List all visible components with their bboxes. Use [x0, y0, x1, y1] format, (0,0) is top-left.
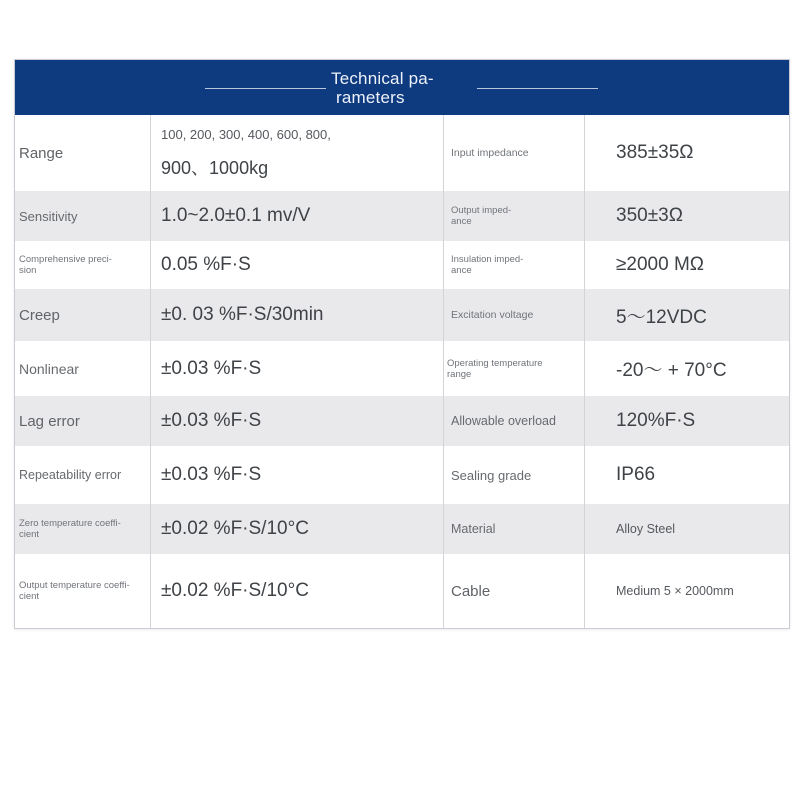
value2: Medium 5 × 2000mm — [616, 584, 734, 598]
table-row — [15, 289, 789, 341]
table-row — [15, 554, 789, 628]
value-cell — [161, 396, 441, 446]
value2: 350±3Ω — [616, 205, 683, 226]
param-cell — [19, 554, 149, 628]
param2-cell — [451, 191, 581, 241]
param2-label: Insulation imped- ance — [451, 254, 524, 276]
param-cell — [19, 191, 149, 241]
value2-cell — [616, 396, 786, 446]
param-value: 1.0~2.0±0.1 mv/V — [161, 205, 311, 226]
param-label: Nonlinear — [19, 360, 79, 377]
sheet-title-line2: rameters — [336, 88, 405, 107]
param2-cell — [451, 446, 581, 504]
param2-label: Output imped- ance — [451, 205, 512, 227]
param2-label: Material — [451, 522, 496, 536]
param-cell — [19, 241, 149, 289]
param-cell — [19, 504, 149, 554]
value2: -20～ + 70°C — [616, 360, 727, 381]
param-cell — [19, 341, 149, 396]
param-label: Creep — [19, 306, 60, 324]
param-label: Repeatability error — [19, 468, 122, 482]
param2-label: Input impedance — [451, 146, 529, 159]
table-row — [15, 341, 789, 396]
value2: ≥2000 MΩ — [616, 254, 705, 275]
value2-cell — [616, 554, 786, 628]
param2-label: Operating temperature range — [447, 357, 543, 380]
column-divider — [443, 115, 444, 628]
table-row — [15, 446, 789, 504]
value-cell — [161, 504, 441, 554]
param2-cell — [447, 341, 577, 396]
value2-cell — [616, 115, 786, 191]
param2-cell — [451, 396, 581, 446]
range-value — [161, 127, 331, 180]
value2-cell — [616, 504, 786, 554]
param-value: ±0. 03 %F·S/30min — [161, 304, 324, 325]
param2-label: Allowable overload — [451, 414, 556, 428]
param-cell — [19, 396, 149, 446]
param2-cell — [451, 289, 581, 341]
value-cell — [161, 446, 441, 504]
param2-label: Sealing grade — [451, 467, 532, 483]
param-cell — [19, 115, 149, 191]
header-rule-left — [205, 88, 326, 89]
value2-cell — [616, 341, 786, 396]
param2-cell — [451, 504, 581, 554]
param-value: ±0.03 %F·S — [161, 357, 262, 379]
column-divider — [150, 115, 151, 628]
param2-cell — [451, 115, 581, 191]
value-cell — [161, 554, 441, 628]
param-cell — [19, 446, 149, 504]
value-cell — [161, 115, 441, 191]
param-cell — [19, 289, 149, 341]
param-value: ±0.03 %F·S — [161, 410, 262, 431]
param-value: ±0.02 %F·S/10°C — [161, 580, 309, 601]
value-cell — [161, 191, 441, 241]
value2-cell — [616, 191, 786, 241]
table-row — [15, 396, 789, 446]
param-value: ±0.03 %F·S — [161, 464, 262, 485]
param-label: Output temperature coeffi- cient — [19, 580, 130, 602]
param-label: Comprehensive preci- sion — [19, 254, 112, 276]
param-value: ±0.02 %F·S/10°C — [161, 518, 309, 539]
value-cell — [161, 241, 441, 289]
param2-label: Excitation voltage — [451, 308, 534, 321]
value2: 5～12VDC — [616, 306, 707, 328]
value2: Alloy Steel — [616, 522, 676, 536]
value2: 120%F·S — [616, 410, 696, 431]
sheet-header — [15, 60, 789, 115]
range-value-line1: 100, 200, 300, 400, 600, 800, — [161, 126, 331, 142]
value2-cell — [616, 446, 786, 504]
table-row — [15, 241, 789, 289]
param-label: Zero temperature coeffi- cient — [19, 518, 121, 540]
param-label: Lag error — [19, 412, 80, 430]
value-cell — [161, 341, 441, 396]
value2-cell — [616, 289, 786, 341]
param2-cell — [451, 241, 581, 289]
column-divider — [584, 115, 585, 628]
sheet-title — [331, 69, 481, 107]
value2: 385±35Ω — [616, 142, 694, 163]
range-value-line2: 900、1000kg — [161, 157, 269, 178]
value-cell — [161, 289, 441, 341]
value2-cell — [616, 241, 786, 289]
table-row — [15, 504, 789, 554]
value2: IP66 — [616, 464, 656, 485]
param-value: 0.05 %F·S — [161, 254, 251, 275]
param2-label: Cable — [451, 582, 491, 600]
param-label: Sensitivity — [19, 208, 78, 224]
table-row — [15, 191, 789, 241]
param2-cell — [451, 554, 581, 628]
header-rule-right — [477, 88, 598, 89]
table-row — [15, 115, 789, 191]
sheet-title-line1: Technical pa- — [331, 69, 434, 88]
technical-parameters-sheet — [14, 59, 790, 629]
param-label: Range — [19, 144, 64, 162]
